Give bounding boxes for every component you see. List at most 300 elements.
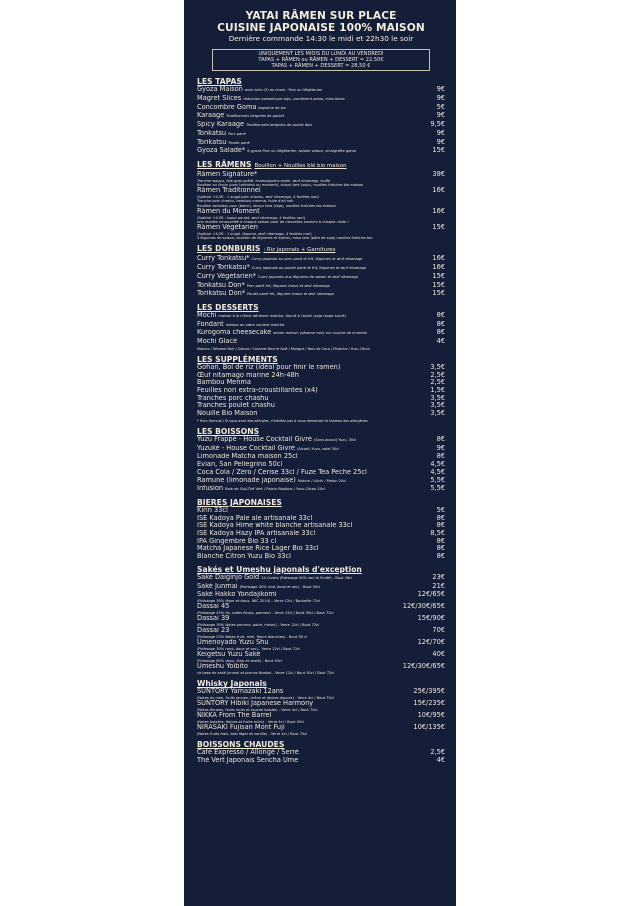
menu-item-name: Dassai 45 [197, 603, 230, 611]
menu-item [197, 402, 445, 410]
menu-item-name-group [197, 312, 346, 321]
menu-item [197, 749, 445, 757]
menu-item-name: NIKKA From The Barrel [197, 712, 272, 720]
menu-item [197, 453, 445, 461]
menu-item-name: Tonkatsu Don* [197, 281, 245, 289]
menu-item-price: 4€ [436, 337, 445, 346]
menu-item [197, 410, 445, 418]
menu-item-price: 9,5€ [430, 120, 445, 129]
menu-item-name-group [197, 187, 261, 195]
restaurant-title: YATAI RÂMEN SUR PLACE [245, 10, 397, 22]
menu-item-name-group [197, 364, 340, 372]
menu-item-name-group [197, 208, 260, 216]
menu-item-description: Traditionnels beignets de poulet [226, 114, 285, 119]
lunch-formula-box [212, 49, 430, 71]
menu-item [197, 338, 445, 346]
menu-item-name-group [197, 603, 229, 611]
section-title [197, 740, 445, 749]
menu-section [197, 565, 445, 675]
menu-item [197, 372, 445, 380]
menu-item-name: Nouille Bio Maison [197, 410, 258, 418]
menu-item-name: Tonkatsu [197, 129, 227, 137]
menu-item-detail: (Notes fruits frais, bois léger et vanille) - Verre 4cl / Bout 70cl [197, 732, 308, 736]
section-title [197, 565, 445, 574]
menu-item-name-group [197, 121, 312, 130]
menu-item [197, 553, 445, 561]
menu-item-detail: (Polissage 30% léger et doux, IWC 2014) - Verre 12cl / Bouteille 72cl [197, 599, 321, 603]
menu-item [197, 273, 445, 282]
menu-item-description: avec tuile (5) au choix : Porc ou Végétarien [244, 88, 323, 93]
menu-item-price: 12€/30€/65€ [402, 662, 445, 671]
menu-item-name: Evian, San Pellegrino 50cl [197, 461, 283, 469]
menu-item-description: Curry japonais aux légumes de saison et œuf nitamago [258, 274, 358, 279]
menu-item [197, 147, 445, 156]
menu-item-name: Gyoza Maison [197, 86, 243, 94]
menu-item-detail: Bouillon tonkatsu porc (blanc), shoyu tare (soja), nouilles fraîches bio maison [197, 203, 336, 208]
menu-item-name-group [197, 485, 325, 494]
menu-item-price: 9€ [436, 111, 445, 120]
menu-item [197, 445, 445, 454]
menu-item-name: IPA Gingembre Bio 33 cl [197, 537, 277, 545]
menu-item-detail: (Polissage 45% fin, notes fleurs, pomme) - Verre 12cl / Bout 30cl / Bout 72cl [197, 611, 334, 615]
menu-item-detail: (Spécial +4,5€ : suppl poulet, œuf nitamago, 4 feuilles nori) [197, 215, 305, 220]
menu-section [197, 355, 445, 423]
menu-item-name: Ramune (limonade japonaise) [197, 476, 296, 484]
menu-item [197, 757, 445, 765]
menu-item-name-group [197, 724, 285, 732]
menu-item [197, 712, 445, 720]
menu-item-name-group [197, 290, 334, 299]
menu-item-price: 12€/65€ [417, 590, 445, 599]
menu-item-name-group [197, 395, 269, 403]
menu-item-price: 16€ [432, 254, 445, 263]
menu-item-name-group [197, 515, 312, 523]
menu-item-name-group [197, 469, 367, 477]
menu-item [197, 627, 445, 635]
menu-item-detail: (Notes florales, fruits mûrs et touche boisée) - Verre 4cl / Bout 70cl [197, 708, 318, 712]
menu-item [197, 530, 445, 538]
menu-item-price: 16€ [432, 186, 445, 195]
menu-item-name: Œuf nitamago mariné 24h-48h [197, 371, 299, 379]
menu-item-price: 10€/135€ [413, 723, 445, 732]
menu-item-name-group [197, 104, 286, 113]
menu-item-description: aenen maison (sésame noir) sur couche de crumble [273, 331, 367, 336]
menu-item-name: Râmen Traditionnel [197, 187, 261, 195]
menu-item [197, 171, 445, 179]
menu-item-price: 5,5€ [430, 475, 445, 484]
menu-item-name-group [197, 627, 229, 635]
menu-header [197, 10, 445, 44]
menu-item-detail: (Polissage 60% doux, frais et zesté) - Bout 30cl [197, 659, 282, 663]
menu-item-name-group [197, 171, 257, 179]
menu-item-detail: une recette renouvelée à chaque saison pour de nouvelles saveurs à chaque visite ! [197, 219, 349, 224]
menu-item-name-group [197, 379, 251, 387]
menu-item [197, 104, 445, 113]
menu-item-name: Saké Daiginjo Gold [197, 573, 260, 581]
menu-item-description: Curry japonais au poulet pané et frit, légumes et œuf nitamago [251, 266, 367, 271]
menu-item [197, 208, 445, 216]
menu-item [197, 469, 445, 477]
menu-section [197, 679, 445, 736]
menu-item-price: 3,5€ [430, 393, 445, 402]
menu-item-price: 10€/95€ [417, 711, 445, 720]
menu-item-description: 6 gyoza Porc ou Végétarien, salade saison, vinaigrette goma [247, 149, 357, 154]
menu-item [197, 264, 445, 273]
menu-section [197, 498, 445, 561]
menu-item [197, 112, 445, 121]
menu-item [197, 321, 445, 330]
menu-item-detail: (Notes de miel, fruits jaunes, chêne et épices douces) - Verre 4cl / Bout 70cl [197, 696, 334, 700]
menu-item-name-group [197, 95, 345, 104]
menu-item-name: Curry Torikatsu* [197, 264, 250, 272]
menu-item-price: 8€ [436, 310, 445, 319]
menu-item-price: 40€ [432, 650, 445, 659]
menu-item-name-group [197, 700, 313, 708]
last-order-note: Dernière commande 14:30 le midi et 22h30 le soir [228, 34, 414, 43]
menu-item [197, 639, 445, 647]
menu-item-name: Spicy Karaage [197, 121, 245, 129]
menu-item [197, 485, 445, 494]
formula-line: TAPAS + RÂMEN ou RÂMEN + DESSERT = 22,50€ [258, 57, 384, 64]
menu-section [197, 77, 445, 156]
menu-item-name: Kirin 33cl [197, 506, 228, 514]
menu-item-price: 9€ [436, 128, 445, 137]
menu-item-name: Saké Hakko Yondajikomi [197, 591, 277, 599]
menu-item-name-group [197, 663, 248, 671]
menu-item-name: Fondant [197, 320, 224, 328]
menu-item-name: Magret Slices [197, 94, 242, 102]
menu-item-price: 5,5€ [430, 484, 445, 493]
menu-item-description: (Sans alcool) Yuzu, 30cl [313, 438, 357, 443]
menu-item-price: 9€ [436, 443, 445, 452]
menu-item-name-group [197, 321, 284, 330]
menu-item-name-group [197, 583, 320, 592]
menu-item-name-group [197, 436, 356, 445]
menu-item-detail: cà base de saké Junmai et prunes Nanko) - Verre 12cl / Bout 30cl / Bout 72cl [197, 671, 335, 675]
menu-item-name: Café Expresso / Allongé / Serré [197, 749, 299, 757]
menu-item [197, 583, 445, 592]
menu-section [197, 160, 445, 240]
menu-item-name: Bambou Menma [197, 379, 251, 387]
menu-item [197, 477, 445, 486]
menu-item [197, 364, 445, 372]
menu-item-name: Gyoza Salade* [197, 147, 246, 155]
menu-item-name-group [197, 410, 258, 418]
menu-item-name-group [197, 329, 367, 338]
menu-item-price: 8€ [436, 452, 445, 461]
menu-item-description: réduction balsamique soja, condiment pesto, miso blanc [243, 96, 345, 101]
menu-item-name-group [197, 130, 246, 139]
menu-item-description: (Alcool) Yuzu, saké 30cl [297, 446, 340, 451]
menu-item [197, 224, 445, 232]
menu-item-name-group [197, 477, 346, 486]
menu-item-price: 8€ [436, 328, 445, 337]
menu-item-name: ISE Kadoya Hazy IPA artisanale 33cl [197, 530, 316, 538]
menu-item-name: Râmen du Moment [197, 207, 260, 215]
menu-item-price: 8€ [436, 521, 445, 530]
menu-item [197, 574, 445, 583]
menu-item-detail: Bouillon au choix (porc torikotsu ou moment), shoyu tare (soja), nouilles fraîches bio maison [197, 182, 364, 187]
section-title-text: LES DESSERTS [197, 302, 259, 312]
menu-item-detail: (Notes boisées, épices et fruits mûrs) - Verre 4cl / Bout 50cl [197, 720, 305, 724]
menu-item-price: 2,5€ [430, 370, 445, 379]
menu-item-name: Limonade Matcha maison 25cl [197, 453, 298, 461]
menu-item [197, 387, 445, 395]
menu-item-name: Gohan, Bol de riz (idéal pour finir le ramen) [197, 363, 341, 371]
menu-item-detail: (Spécial +4,5€ : 1 suppl. légume, œuf nitamago, 4 feuilles nori) [197, 231, 312, 236]
menu-item-price: 4,5€ [430, 467, 445, 476]
section-note: * Hors formule / Si vous avez des allergies, n'hésitez pas à nous demander le tableau des allergènes [197, 418, 368, 423]
menu-item-description: Nature / Litchi / Melon 20cl [297, 478, 347, 483]
menu-section [197, 244, 445, 299]
menu-item-price: 8€ [436, 544, 445, 553]
section-title [197, 77, 445, 86]
menu-item-price: 2,5€ [430, 748, 445, 757]
menu-item-name: SUNTORY Yamazaki 12ans [197, 688, 284, 696]
menu-sections [197, 77, 445, 764]
menu-item-price: 8€ [436, 319, 445, 328]
menu-item-name: Dassai 39 [197, 615, 230, 623]
menu-item-price: 15€ [432, 289, 445, 298]
menu-item-name: Matcha Japanese Rice Lager Bio 33cl [197, 545, 319, 553]
menu-item-description: Traditionnels beignets de poulet épic [246, 123, 313, 128]
menu-item-price: 8,5€ [430, 529, 445, 538]
menu-item-name-group [197, 282, 330, 291]
menu-item [197, 329, 445, 338]
menu-item-detail: (Spécial +4,5€ : 1 suppl.porc chashu, œuf nitamago, 4 feuilles nori) [197, 194, 319, 199]
menu-item [197, 615, 445, 623]
menu-item-name-group [197, 574, 352, 583]
menu-item-price: 15€/90€ [417, 614, 445, 623]
menu-item [197, 515, 445, 523]
menu-item [197, 130, 445, 139]
menu-item [197, 95, 445, 104]
menu-item-detail: (Polissage 30% rond, doux et sec) - Verre 12cl / Bout 72cl [197, 647, 301, 651]
menu-item-name: Feuilles nori extra-croustillantes (x4) [197, 387, 318, 395]
menu-item-name-group [197, 545, 319, 553]
menu-item [197, 724, 445, 732]
menu-item-name-group [197, 139, 250, 148]
menu-section [197, 303, 445, 351]
menu-item-name: ISE Kadoya Hime white blanche artisanale 33cl [197, 522, 353, 530]
menu-item-name: Torikatsu Don* [197, 290, 246, 298]
menu-item-name: Infusion [197, 485, 224, 493]
menu-item-name-group [197, 688, 283, 696]
menu-item-name-group [197, 553, 291, 561]
menu-item [197, 121, 445, 130]
menu-item-name: Keigetsu Yuzu Saké [197, 651, 261, 659]
menu-item-price: 5€ [436, 102, 445, 111]
menu-item-detail: (Polissage 23% Notes fruit, miel, fleurs blanches) - Bout 30 cl [197, 635, 308, 639]
menu-item [197, 282, 445, 291]
menu-item-description: maison à la crème aérienne matcha, fourré à l'azuki (soja rouge sucré) [218, 313, 346, 318]
menu-item-price: 16€ [432, 206, 445, 215]
menu-item-name-group [197, 712, 271, 720]
menu-item-name-group [197, 651, 260, 659]
menu-item-name: Yuzu Frappé - House Cocktail Givré [197, 436, 312, 444]
menu-item-price: 9€ [436, 85, 445, 94]
menu-item-name-group [197, 147, 356, 156]
section-title [197, 244, 445, 255]
menu-item-price: 9€ [436, 137, 445, 146]
menu-item-name-group [197, 615, 229, 623]
section-subtitle: Bouillon + Nouilles blé bio maison [254, 162, 347, 169]
section-title [197, 498, 445, 507]
menu-item-name: Kurogoma cheesecake [197, 329, 272, 337]
menu-item-name-group [197, 387, 318, 395]
menu-item-name-group [197, 749, 299, 757]
menu-item-price: 2,5€ [430, 378, 445, 387]
menu-item-price: 70€ [432, 626, 445, 635]
menu-board [184, 0, 456, 906]
menu-item [197, 603, 445, 611]
menu-item-description: jagnaine de pin [258, 105, 287, 110]
menu-item-price: 15€ [432, 146, 445, 155]
menu-item-detail: Tranche wagyu, foie gras poêlé, champignons enoki, œuf nitamago, truffe [197, 178, 331, 183]
menu-item-name: Mochi [197, 311, 217, 319]
menu-item-price: 8€ [436, 536, 445, 545]
menu-item-price: 4€ [436, 756, 445, 764]
menu-item-name: Umeshu Yoibito [197, 663, 248, 671]
menu-section [197, 740, 445, 764]
menu-item-price: 12€/70€ [417, 638, 445, 647]
menu-item-name-group [197, 372, 299, 380]
menu-item-price: 3,5€ [430, 362, 445, 371]
menu-item-description: Porc pané [228, 131, 246, 136]
menu-item-name: Mochi Glacé [197, 338, 238, 346]
menu-section [197, 427, 445, 494]
menu-item-description: Poulet pané [228, 140, 250, 145]
menu-item-price: 1,5€ [430, 386, 445, 395]
menu-item-description: Poulet pané frit, légume choux et œuf nitamago [247, 292, 334, 297]
menu-item-name-group [197, 461, 282, 469]
menu-item-description: (Polissage 30% riod, doux et sec) - Bout 30cl [239, 584, 321, 589]
menu-item-name: Râmen Signature* [197, 170, 258, 178]
section-title [197, 303, 445, 312]
formula-line: UNIQUEMENT LES MIDIS DU LUNDI AU VENDREDI [258, 51, 384, 57]
menu-item-price: 25€/395€ [413, 687, 445, 696]
menu-item-name: Dassai 23 [197, 627, 230, 635]
menu-item-name-group [197, 338, 237, 346]
menu-item [197, 312, 445, 321]
menu-item-name: SUNTORY Hibiki Japanese Harmony [197, 700, 314, 708]
menu-item [197, 591, 445, 599]
menu-item-name-group [197, 264, 366, 273]
menu-item-name-group [197, 224, 258, 232]
menu-item [197, 139, 445, 148]
menu-item-price: 16€ [432, 263, 445, 272]
menu-item-price: 4,5€ [430, 460, 445, 469]
menu-item-name-group [197, 273, 358, 282]
menu-item [197, 507, 445, 515]
menu-item-name-group [197, 112, 284, 121]
menu-item [197, 688, 445, 696]
menu-item [197, 461, 445, 469]
menu-item-price: 8€ [436, 552, 445, 561]
menu-item-price: 15€ [432, 271, 445, 280]
section-title-text: BOISSONS CHAUDES [197, 740, 285, 750]
menu-item-price: 38€ [432, 169, 445, 178]
menu-item-detail: 3 légumes de saison, bouillon de légumes et épices, miso tare (pâte de soja) nouilles fraîches bio [197, 236, 373, 241]
menu-item [197, 651, 445, 659]
menu-item-description: maison au cœur coulant matcha [225, 322, 285, 327]
menu-item [197, 290, 445, 299]
menu-item-name-group [197, 639, 269, 647]
menu-item-detail: (Polissage 39% Notes pomme, poire, melon) - Verre 12cl / Bout 72cl [197, 623, 320, 627]
menu-item-name-group [197, 453, 298, 461]
section-title-text: LES TAPAS [197, 77, 242, 87]
menu-item-price: 23€ [432, 572, 445, 581]
section-title [197, 679, 445, 688]
menu-item [197, 255, 445, 264]
section-title-text: LES DONBURIS [197, 244, 261, 254]
menu-item-description: Porc pané frit, légume choux et œuf nitamago [246, 283, 330, 288]
section-subtitle: : Riz japonais + Garnitures [263, 247, 336, 254]
menu-item-name-group [197, 402, 275, 410]
menu-item-name: NIRASAKI Fujisan Mont Fuji [197, 724, 285, 732]
menu-item-price: 3,5€ [430, 401, 445, 410]
menu-item [197, 700, 445, 708]
menu-item-price: 9€ [436, 93, 445, 102]
menu-item-description: Baie de Goji-Thé Vert / Raisin-Rooibos / Yuzu-Citron 20cl [225, 487, 325, 492]
menu-item-price: 15€ [432, 280, 445, 289]
menu-item-price: 8€ [436, 435, 445, 444]
menu-item-name-group [197, 445, 339, 454]
menu-item-price: 5€ [436, 505, 445, 514]
menu-item-name: Concombre Goma [197, 103, 257, 111]
menu-item-name: Umenoyado Yuzu Shu [197, 639, 269, 647]
menu-item [197, 187, 445, 195]
menu-item [197, 545, 445, 553]
menu-item-name: Curry Végétarien* [197, 272, 257, 280]
menu-item-name: Râmen Végétarien [197, 224, 258, 232]
menu-item-name-group [197, 530, 315, 538]
section-title-text: LES SUPPLÉMENTS [197, 354, 278, 364]
menu-item-name: Coca Cola / Zéro / Cerise 33cl / Fuze Tea Peche 25cl [197, 468, 367, 476]
menu-item [197, 436, 445, 445]
section-title [197, 355, 445, 364]
menu-item [197, 538, 445, 546]
menu-item-price: 3,5€ [430, 409, 445, 418]
section-title-text: LES RÂMENS [197, 159, 252, 169]
section-title-text: BIERES JAPONAISES [197, 497, 282, 507]
menu-item-name-group [197, 507, 228, 515]
menu-item-price: 15€/235€ [413, 699, 445, 708]
menu-item-name: ISE Kadoya Pale ale artisanale 33cl [197, 514, 313, 522]
menu-item-description: 24 Carats (Polissage 50% sec et Fruité) - Bout 18cl [261, 575, 353, 580]
menu-item [197, 522, 445, 530]
menu-item [197, 395, 445, 403]
menu-item-name: Tranches poulet chashu [197, 402, 275, 410]
section-note: Matcha / Sésame Noir / Sakura / Caramel Beurre Salé / Mangue / Noix de Coco / Pistache / Yuzu-Citron [197, 346, 370, 351]
menu-item-name: Thé Vert Japonais Sencha Ume [197, 757, 299, 764]
menu-item-price: 8€ [436, 513, 445, 522]
menu-item-name-group [197, 538, 276, 546]
menu-item-detail: Tranche porc chashu, bambou menma, huile d'ail noir [197, 199, 294, 204]
cuisine-title: CUISINE JAPONAISE 100% MAISON [217, 22, 425, 34]
menu-item-name: Blanche Citron Yuzu Bio 33cl [197, 553, 291, 561]
section-title [197, 427, 445, 436]
menu-item-name: Yuzuké - House Cocktail Givré [197, 444, 295, 452]
menu-item-name: Curry Tonkatsu* [197, 255, 250, 263]
menu-item-name-group [197, 757, 298, 765]
menu-item-name: Tranches porc chashu [197, 394, 269, 402]
menu-item [197, 663, 445, 671]
section-title [197, 160, 445, 171]
section-title-text: Sakés et Umeshu japonals d'exception [197, 564, 362, 574]
menu-item-price: 21€ [432, 581, 445, 590]
menu-item-description: Curry japonais au porc pané et frit, légumes et œuf nitamago [251, 257, 363, 262]
